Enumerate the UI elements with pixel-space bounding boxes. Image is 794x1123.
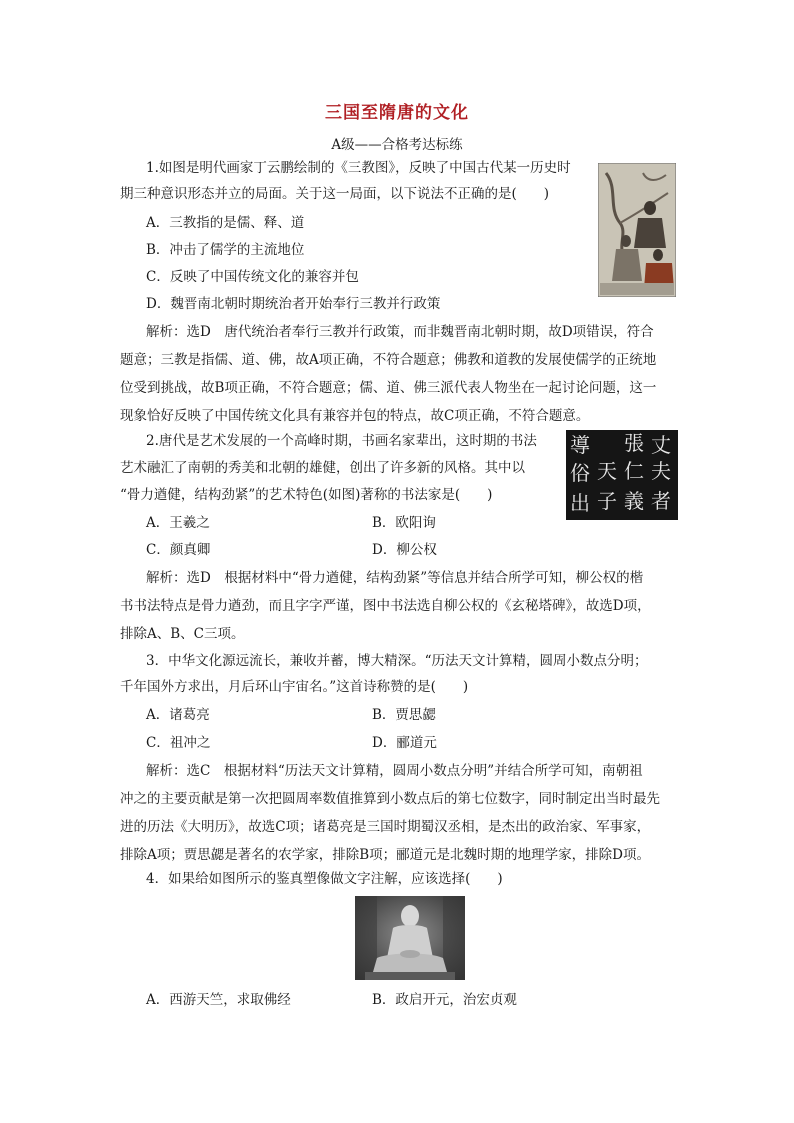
- q2-analysis-line-1: 解析：选D 根据材料中“骨力遒健，结构劲紧”等信息并结合所学可知，柳公权的楷: [146, 570, 644, 586]
- q1-option-a: A．三教指的是儒、释、道: [146, 215, 305, 231]
- q3-option-c: C．祖冲之: [146, 735, 211, 751]
- q3-analysis-line-3: 进的历法《大明历》，故选C项；诸葛亮是三国时期蜀汉丞相，是杰出的政治家、军事家，: [120, 819, 651, 835]
- calligraphy-char: 出: [570, 491, 590, 515]
- q2-option-a: A．王羲之: [146, 515, 210, 531]
- calligraphy-char: 夫: [651, 459, 671, 483]
- q1-analysis-line-2: 题意；三教是指儒、道、佛，故A项正确，不符合题意；佛教和道教的发展使儒学的正统地: [120, 352, 657, 368]
- q3-option-d: D．郦道元: [372, 735, 437, 751]
- q3-analysis-line-2: 冲之的主要贡献是第一次把圆周率数值推算到小数点后的第七位数字，同时制定出当时最先: [120, 791, 660, 807]
- calligraphy-char: 導: [570, 433, 590, 457]
- three-teachings-painting: [598, 163, 676, 297]
- q1-stem-line-1: 1.如图是明代画家丁云鹏绘制的《三教图》，反映了中国古代某一历史时: [146, 160, 571, 176]
- q1-option-b: B．冲击了儒学的主流地位: [146, 242, 305, 258]
- calligraphy-char: 丈: [651, 433, 671, 457]
- q1-analysis-line-1: 解析：选D 唐代统治者奉行三教并行政策，而非魏晋南北朝时期，故D项错误，符合: [146, 324, 654, 340]
- q4-stem-line-1: 4．如果给如图所示的鉴真塑像做文字注解，应该选择( ): [146, 871, 503, 887]
- section-subtitle: A级——合格考达标练: [331, 137, 463, 153]
- calligraphy-char: 者: [651, 489, 671, 513]
- calligraphy-char: 仁: [624, 459, 644, 483]
- q2-stem-line-3: “骨力遒健，结构劲紧”的艺术特色(如图)著称的书法家是( ): [120, 487, 493, 503]
- calligraphy-char: 張: [624, 431, 644, 455]
- calligraphy-rubbing: [566, 430, 678, 520]
- q2-option-d: D．柳公权: [372, 542, 437, 558]
- calligraphy-char: 天: [597, 459, 617, 483]
- q1-analysis-line-3: 位受到挑战，故B项正确，不符合题意；儒、道、佛三派代表人物坐在一起讨论问题，这一: [120, 380, 657, 396]
- q2-analysis-line-2: 书书法特点是骨力遒劲，而且字字严谨，图中书法选自柳公权的《玄秘塔碑》，故选D项，: [120, 598, 651, 614]
- q2-analysis-line-3: 排除A、B、C三项。: [120, 626, 245, 642]
- q2-option-b: B．欧阳询: [372, 515, 436, 531]
- q2-stem-line-2: 艺术融汇了南朝的秀美和北朝的雄健，创出了许多新的风格。其中以: [120, 460, 525, 476]
- q1-option-d: D．魏晋南北朝时期统治者开始奉行三教并行政策: [146, 296, 441, 312]
- q2-stem-line-1: 2.唐代是艺术发展的一个高峰时期，书画名家辈出，这时期的书法: [146, 433, 537, 449]
- q1-analysis-line-4: 现象恰好反映了中国传统文化具有兼容并包的特点，故C项正确，不符合题意。: [120, 408, 590, 424]
- page-title: 三国至隋唐的文化: [325, 103, 469, 123]
- calligraphy-char: 俗: [570, 461, 590, 485]
- q2-option-c: C．颜真卿: [146, 542, 211, 558]
- q3-stem-line-2: 千年国外方求出，月后环山宇宙名。”这首诗称赞的是( ): [120, 679, 469, 695]
- q1-option-c: C．反映了中国传统文化的兼容并包: [146, 269, 359, 285]
- jianzhen-statue-photo: [355, 896, 465, 980]
- calligraphy-char: 子: [597, 489, 617, 513]
- q1-stem-line-2: 期三种意识形态并立的局面。关于这一局面，以下说法不正确的是( ): [120, 186, 550, 202]
- q3-option-b: B．贾思勰: [372, 707, 436, 723]
- calligraphy-char: 義: [624, 489, 644, 513]
- q3-stem-line-1: 3．中华文化源远流长，兼收并蓄，博大精深。“历法天文计算精，圆周小数点分明；: [146, 653, 648, 669]
- q4-option-a: A．西游天竺，求取佛经: [146, 992, 291, 1008]
- q3-option-a: A．诸葛亮: [146, 707, 210, 723]
- q4-option-b: B．政启开元，治宏贞观: [372, 992, 517, 1008]
- q3-analysis-line-4: 排除A项；贾思勰是著名的农学家，排除B项；郦道元是北魏时期的地理学家，排除D项。: [120, 847, 650, 863]
- q3-analysis-line-1: 解析：选C 根据材料“历法天文计算精，圆周小数点分明”并结合所学可知，南朝祖: [146, 763, 643, 779]
